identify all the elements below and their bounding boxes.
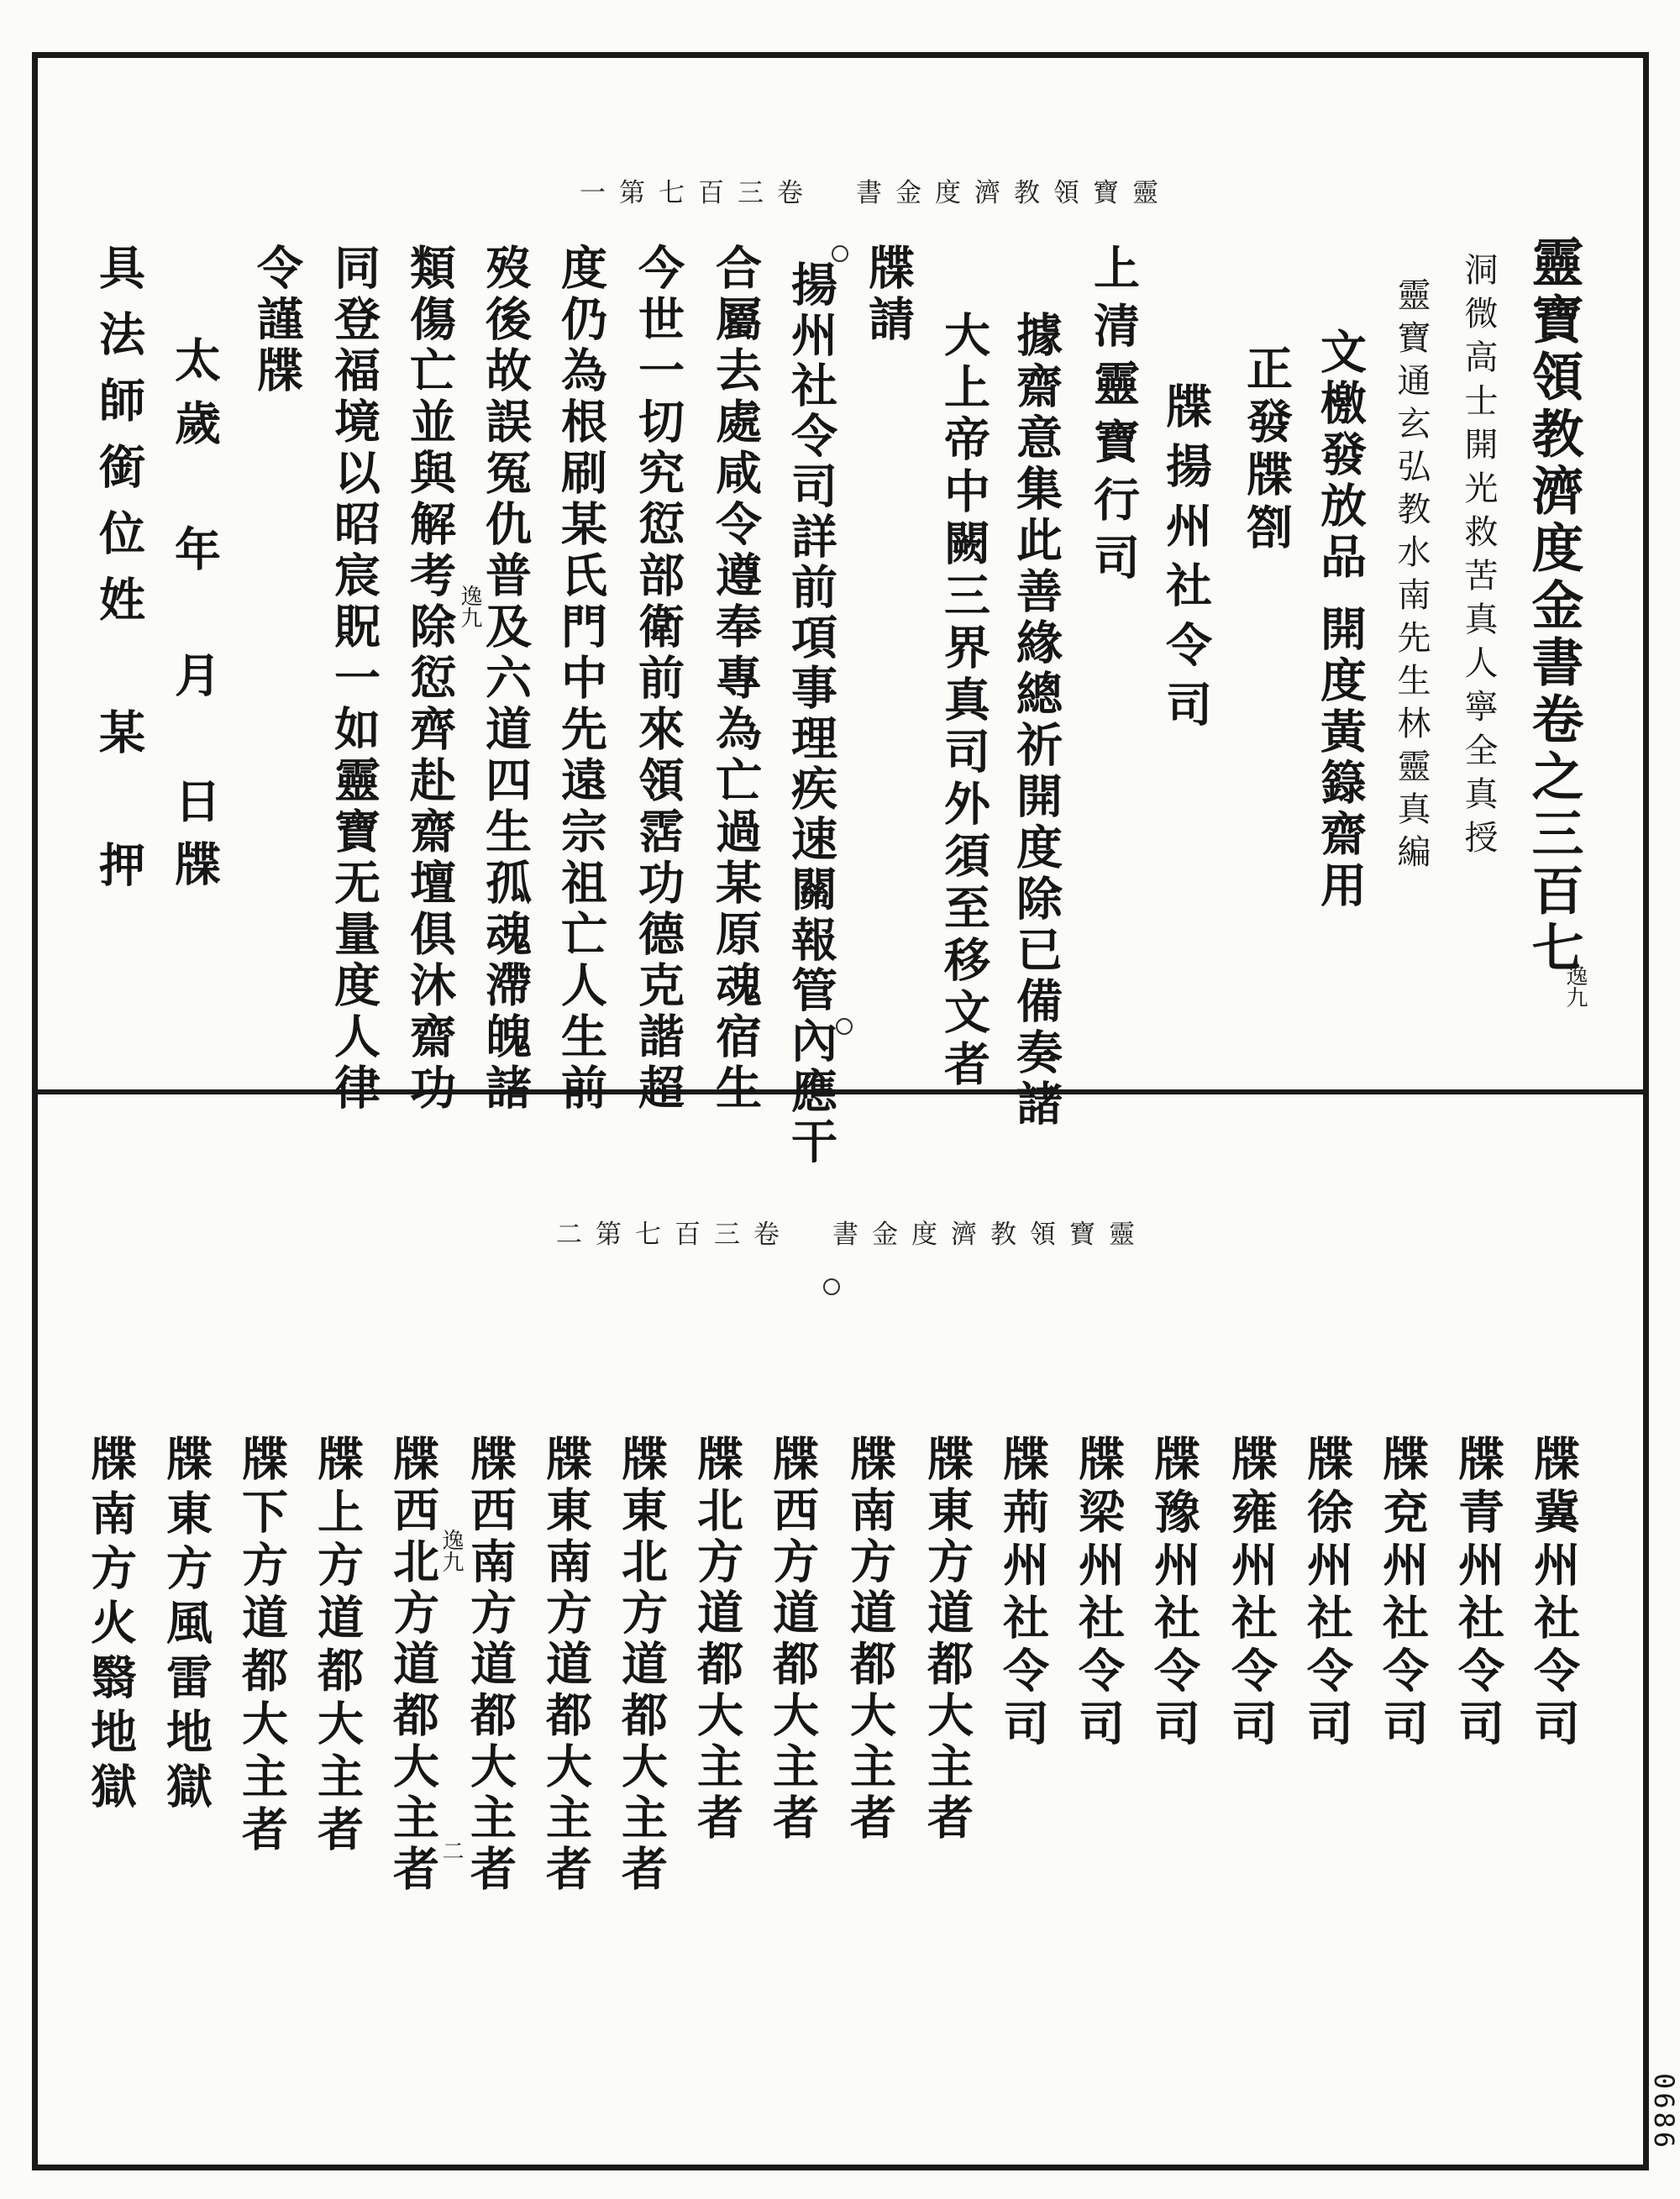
upper-line-4: 大上帝中闕三界真司外須至移文者 — [937, 311, 991, 1092]
upper-line-10: 歿後故誤冤仇普及六道四生孤魂滯魄諸 — [478, 244, 533, 1115]
lower-line-5: 牒雍州社令司 — [1224, 1435, 1278, 1752]
lower-line-1: 牒冀州社令司 — [1526, 1435, 1581, 1752]
lower-line-12: 牒北方道都大主者 — [690, 1435, 744, 1845]
upper-title: 靈寶領教濟度金書卷之三百七 — [1523, 235, 1584, 978]
lower-line-18: 牒下方道都大主者 — [234, 1435, 289, 1858]
lower-line-16: 牒西北方道都大主者 — [386, 1435, 440, 1896]
lower-line-6: 牒豫州社令司 — [1147, 1435, 1201, 1752]
upper-author-1: 洞微高士開光救苦真人寧全真授 — [1459, 252, 1498, 863]
upper-line-6: 揚州社令司詳前項事理疾速關報管內應干 — [784, 260, 838, 1168]
upper-author-2: 靈寶通玄弘教水南先生林靈真編 — [1392, 277, 1431, 877]
upper-chapter-title: 文檄發放品 開度黃籙齋用 — [1313, 328, 1368, 913]
lower-line-9: 牒東方道都大主者 — [920, 1435, 974, 1845]
upper-line-12: 同登福境以昭宸貺一如靈寶无量度人律 — [327, 244, 381, 1115]
upper-date-line: 太歲 年 月 日牒 — [167, 336, 222, 903]
upper-line-8: 今世一切究愆部衛前來領霑功德克諧超 — [631, 244, 685, 1115]
upper-line-3: 據齋意集此善緣總祈開度除已備奏諸 — [1009, 311, 1063, 1131]
page-divider — [32, 1089, 1649, 1094]
lower-line-20: 牒南方火翳地獄 — [83, 1435, 138, 1817]
upper-line-5: 牒請 — [861, 244, 916, 346]
punctuation-circle — [836, 1018, 853, 1035]
lower-line-14: 牒東南方道都大主者 — [538, 1435, 593, 1896]
lower-line-11: 牒西方道都大主者 — [765, 1435, 820, 1845]
lower-line-8: 牒荊州社令司 — [995, 1435, 1050, 1752]
lower-line-3: 牒兗州社令司 — [1375, 1435, 1430, 1752]
upper-inline-note: 逸九 — [457, 585, 482, 628]
upper-marginal-note: 逸九 — [1562, 964, 1588, 1008]
upper-line-7: 合屬去處咸令遵奉專為亡過某原魂宿生 — [708, 244, 763, 1115]
lower-footnote: 二 — [438, 1839, 464, 1861]
upper-line-9: 度仍為根刷某氏門中先遠宗祖亡人生前 — [554, 244, 608, 1115]
lower-header: 二第七百三卷 書金度濟教領寶靈 — [556, 1220, 1148, 1250]
lower-line-2: 牒青州社令司 — [1451, 1435, 1505, 1752]
lower-line-4: 牒徐州社令司 — [1299, 1435, 1354, 1752]
lower-line-13: 牒東北方道都大主者 — [614, 1435, 669, 1896]
lower-line-7: 牒梁州社令司 — [1071, 1435, 1126, 1752]
lower-line-15: 牒西南方道都大主者 — [463, 1435, 517, 1896]
punctuation-circle — [832, 245, 848, 262]
upper-line-1: 牒揚州社令司 — [1158, 382, 1213, 740]
upper-header: 一第七百三卷 書金度濟教領寶靈 — [580, 178, 1172, 208]
lower-line-10: 牒南方道都大主者 — [843, 1435, 897, 1845]
upper-line-11: 類傷亡並與解考除愆齊赴齋壇俱沐齋功 — [402, 244, 457, 1115]
lower-line-17: 牒上方道都大主者 — [310, 1435, 365, 1858]
page-number: 0686 — [1648, 2073, 1680, 2152]
lower-marginal-note: 逸九 — [438, 1529, 464, 1572]
punctuation-circle — [823, 1278, 840, 1295]
upper-line-13: 令謹牒 — [249, 244, 304, 397]
lower-line-19: 牒東方風雷地獄 — [159, 1435, 213, 1817]
upper-signature-line: 具法師銜位姓 某 押 — [92, 244, 146, 907]
upper-line-2: 上清靈寶行司 — [1086, 244, 1141, 591]
upper-section-title: 正發牒劄 — [1239, 344, 1294, 556]
